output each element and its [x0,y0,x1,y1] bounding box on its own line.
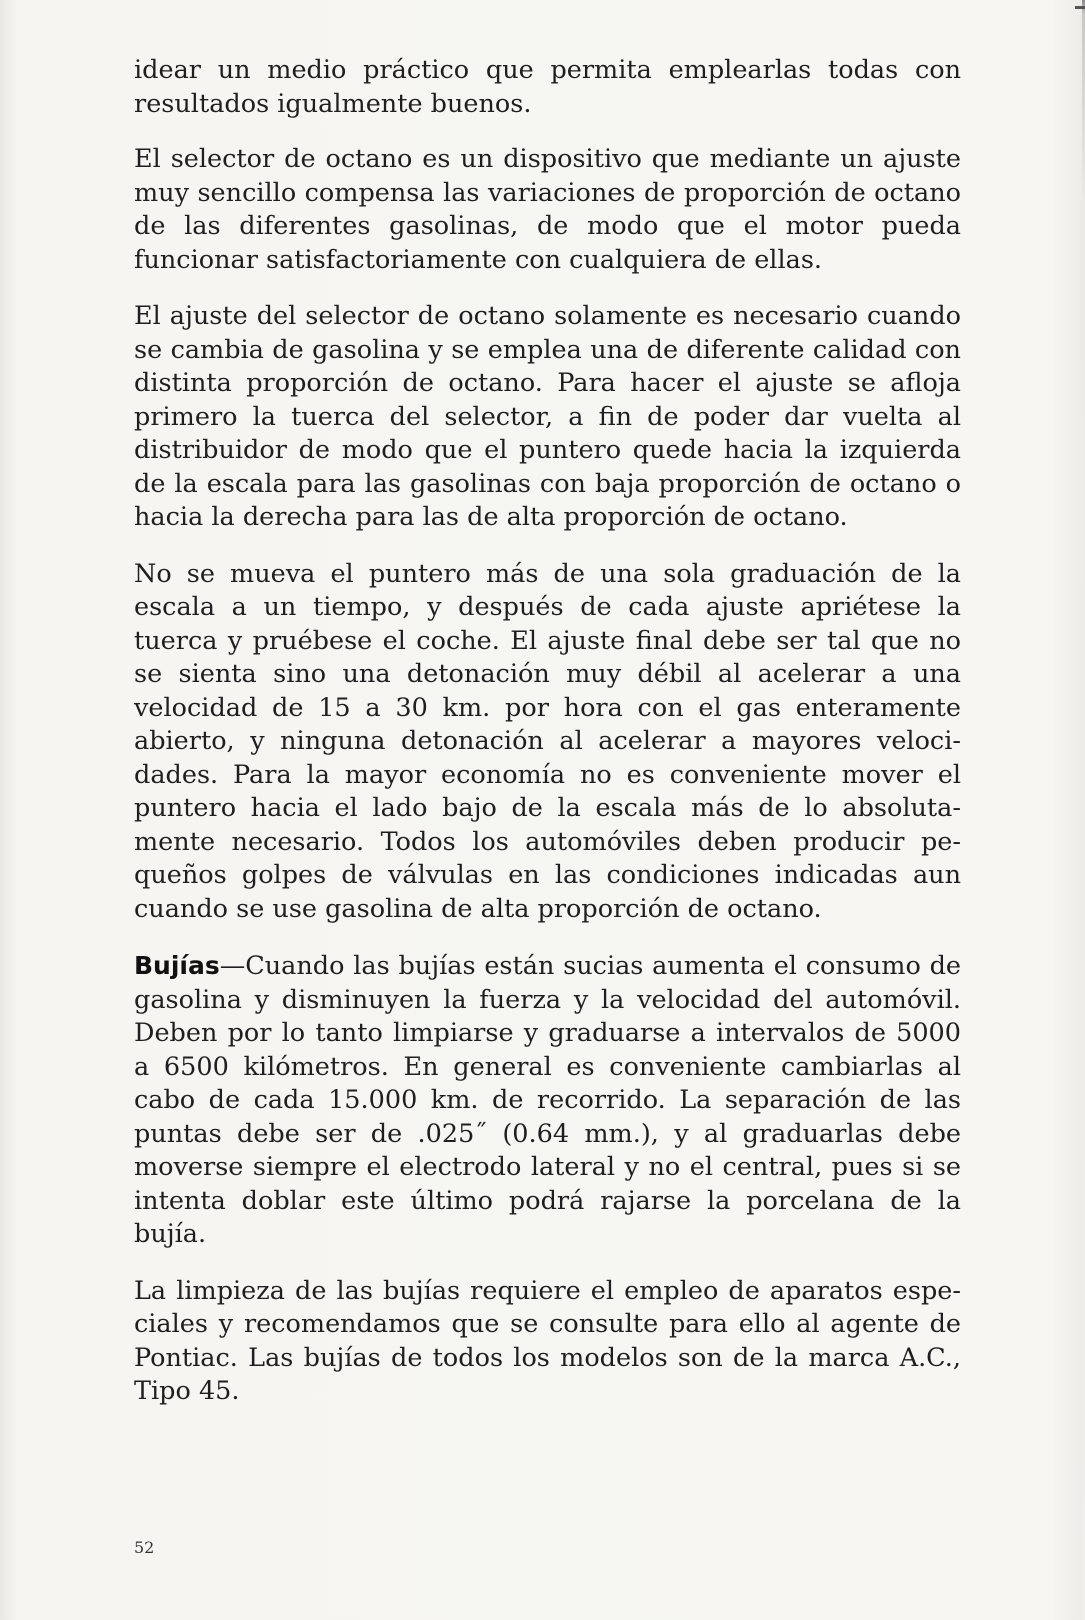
page-number: 52 [134,1538,155,1557]
paragraph-octane-adjustment: El ajuste del selector de octano solamente es necesario cuando se cambia de gasolina y se emplea una de diferente calidad con distinta proporción de octano. Para hacer el ajuste se afloja primero la tuerca del selector, a fin de poder dar vuelta al distribuidor de modo que el puntero quede hacia la izquierda de la escala para las gasolinas con baja proporción de octano o hacia la derecha para las de alta proporción de octano. [134,301,961,532]
spark-plugs-body: —Cuando las bujías están sucias aumenta el consumo de gasolina y disminuyen la fuerza y la velocidad del automóvil. Deben por lo tanto limpiarse y graduarse a intervalos de 5000 a 6500 kilómetros. En general es conveniente cambiarlas al cabo de cada 15.000 km. de recorrido. La separación de las puntas debe ser de .025˝ (0.64 mm.), y al graduarlas debe moverse siempre el electrodo lateral y no el central, pues si se intenta doblar este último podrá rajarse la porcelana de la bujía. [134,951,961,1249]
page-edge-mark [1075,6,1085,9]
paragraph-spark-plugs [134,949,961,1252]
paragraph-continuation: idear un medio práctico que permita emplearlas todas con resultados igualmente buenos. [134,55,961,119]
paragraph-pointer-movement: No se mueva el puntero más de una sola graduación de la escala a un tiempo, y después de cada ajuste apriétese la tuerca y pruébese el coche. El ajuste final debe ser tal que no se sienta sino una detonación muy débil al acelerar a una velocidad de 15 a 30 km. por hora con el gas enteramente abierto, y ninguna detonación al acelerar a mayores velocidades. Para la mayor economía no es conveniente mover el puntero hacia el lado bajo de la escala más de lo absolutamente necesario. Todos los automóviles deben producir pequeños golpes de válvulas en las condiciones indicadas aun cuando se use gasolina de alta proporción de octano. [134,558,961,924]
paragraph-plug-cleaning: La limpieza de las bujías requiere el empleo de aparatos especiales y recomendamos que se consulte para ello al agente de Pontiac. Las bujías de todos los modelos son de la marca A.C., Tipo 45. [134,1275,961,1406]
spark-plugs-heading: Bujías [134,951,220,980]
paragraph-octane-selector: El selector de octano es un dispositivo que mediante un ajuste muy sencillo compensa las variaciones de proporción de octano de las diferentes gasolinas, de modo que el motor pueda funcionar satisfactoriamente con cualquiera de ellas. [134,144,961,275]
body-text [134,54,961,1432]
